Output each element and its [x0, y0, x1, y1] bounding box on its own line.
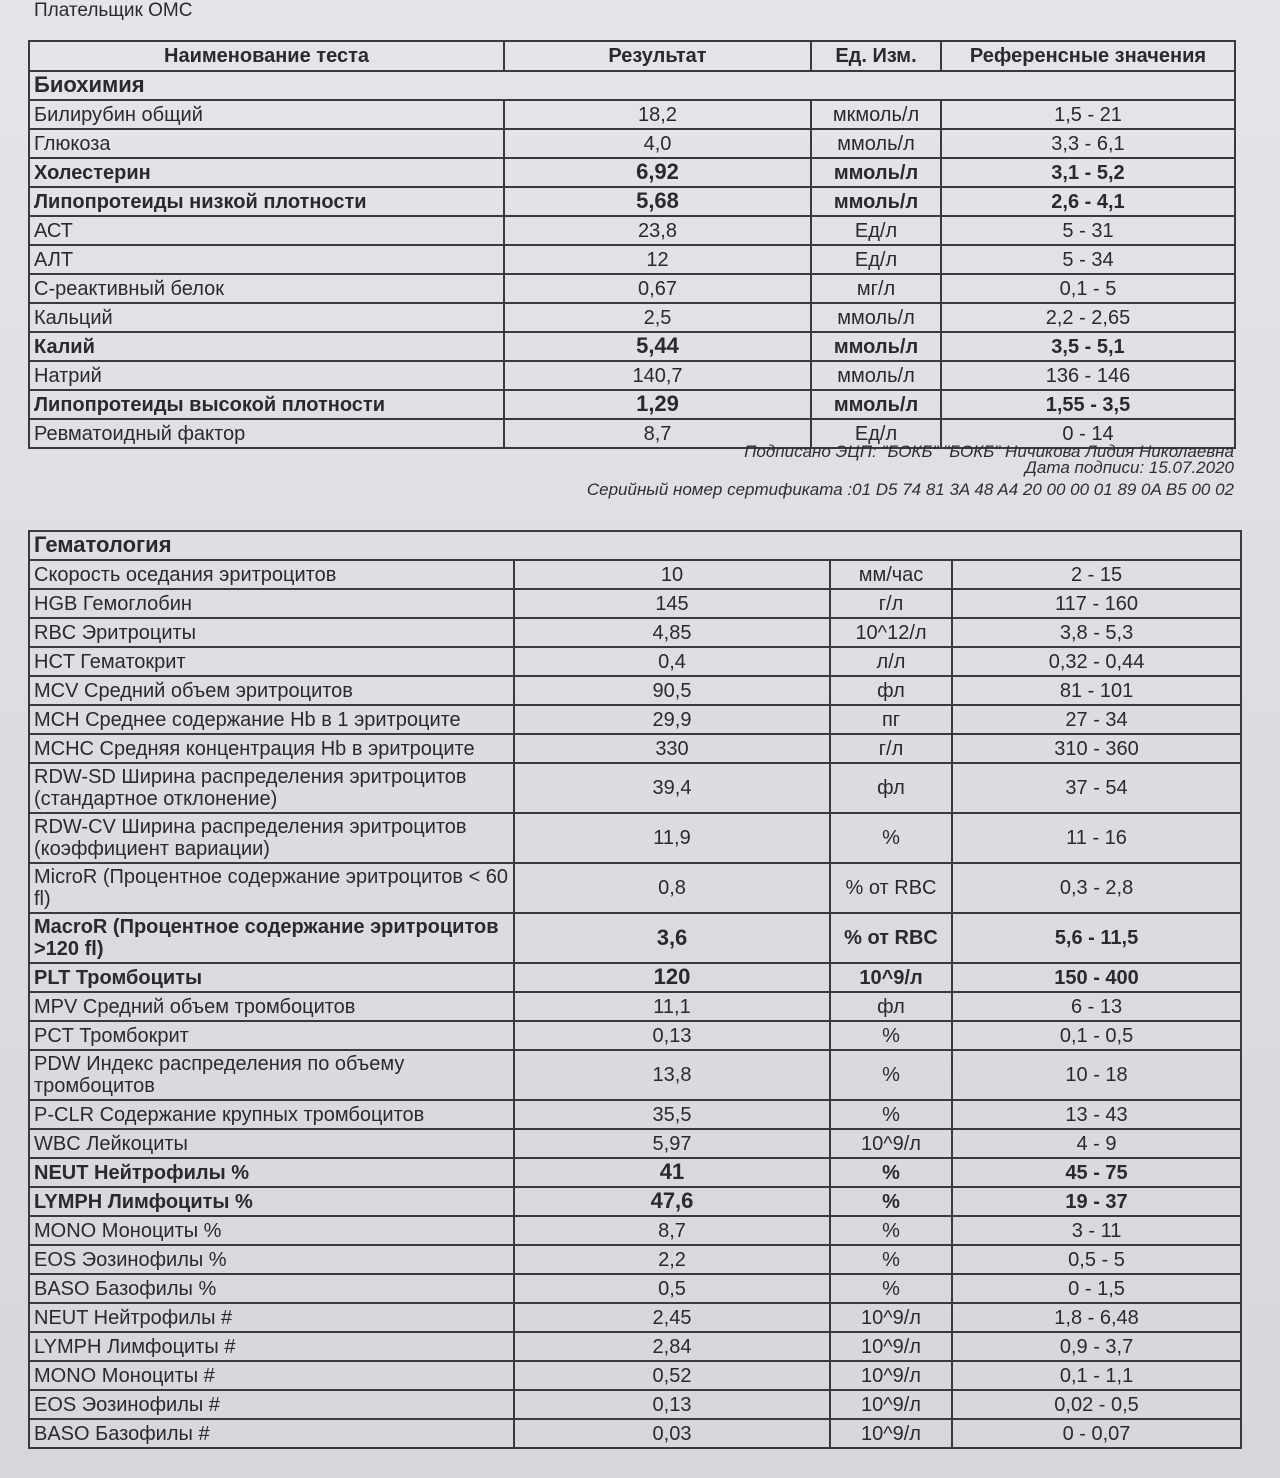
result-cell: 35,5 [514, 1100, 830, 1129]
header-result: Результат [504, 41, 811, 71]
table-row [29, 1129, 1241, 1158]
result-cell: 0,67 [504, 274, 811, 303]
reference-cell: 3,5 - 5,1 [941, 332, 1235, 361]
reference-cell: 3 - 11 [952, 1216, 1241, 1245]
table-row [29, 813, 1241, 863]
header-reference: Референсные значения [941, 41, 1235, 71]
table-row [29, 187, 1235, 216]
test-name-cell: Глюкоза [29, 129, 504, 158]
test-name-cell: MONO Моноциты # [29, 1361, 514, 1390]
table-row [29, 216, 1235, 245]
reference-cell: 0,3 - 2,8 [952, 863, 1241, 913]
table-row [29, 992, 1241, 1021]
table-row [29, 963, 1241, 992]
test-name-cell: EOS Эозинофилы % [29, 1245, 514, 1274]
test-name-cell: MCH Среднее содержание Hb в 1 эритроците [29, 705, 514, 734]
result-cell: 5,44 [504, 332, 811, 361]
test-name-cell: P-CLR Содержание крупных тромбоцитов [29, 1100, 514, 1129]
table-row [29, 129, 1235, 158]
table-row [29, 618, 1241, 647]
reference-cell: 27 - 34 [952, 705, 1241, 734]
unit-cell: % [830, 1274, 952, 1303]
result-cell: 29,9 [514, 705, 830, 734]
result-cell: 0,8 [514, 863, 830, 913]
table-row [29, 1274, 1241, 1303]
test-name-cell: MCV Средний объем эритроцитов [29, 676, 514, 705]
result-cell: 145 [514, 589, 830, 618]
table-header-row [29, 41, 1235, 71]
result-cell: 11,9 [514, 813, 830, 863]
reference-cell: 117 - 160 [952, 589, 1241, 618]
section-title-row [29, 71, 1235, 100]
unit-cell: мм/час [830, 560, 952, 589]
table-row [29, 1158, 1241, 1187]
unit-cell: ммоль/л [811, 129, 941, 158]
result-cell: 39,4 [514, 763, 830, 813]
reference-cell: 1,55 - 3,5 [941, 390, 1235, 419]
table-row [29, 361, 1235, 390]
reference-cell: 11 - 16 [952, 813, 1241, 863]
table-row [29, 158, 1235, 187]
unit-cell: фл [830, 992, 952, 1021]
result-cell: 13,8 [514, 1050, 830, 1100]
table-row [29, 1419, 1241, 1448]
signature-date: Дата подписи: 15.07.2020 [1024, 458, 1234, 477]
unit-cell: ммоль/л [811, 187, 941, 216]
test-name-cell: С-реактивный белок [29, 274, 504, 303]
unit-cell: % [830, 1245, 952, 1274]
table-row [29, 863, 1241, 913]
unit-cell: мг/л [811, 274, 941, 303]
result-cell: 18,2 [504, 100, 811, 129]
result-cell: 6,92 [504, 158, 811, 187]
test-name-cell: MacroR (Процентное содержание эритроцитов >120 fl) [29, 913, 514, 963]
reference-cell: 0,1 - 5 [941, 274, 1235, 303]
unit-cell: ммоль/л [811, 361, 941, 390]
unit-cell: 10^12/л [830, 618, 952, 647]
result-cell: 8,7 [504, 419, 811, 448]
reference-cell: 1,8 - 6,48 [952, 1303, 1241, 1332]
table-row [29, 1245, 1241, 1274]
table-row [29, 913, 1241, 963]
reference-cell: 2,6 - 4,1 [941, 187, 1235, 216]
unit-cell: % [830, 813, 952, 863]
reference-cell: 3,3 - 6,1 [941, 129, 1235, 158]
result-cell: 140,7 [504, 361, 811, 390]
table-row [29, 1187, 1241, 1216]
table-row [29, 332, 1235, 361]
table-row [29, 245, 1235, 274]
test-name-cell: Липопротеиды высокой плотности [29, 390, 504, 419]
unit-cell: фл [830, 763, 952, 813]
test-name-cell: Липопротеиды низкой плотности [29, 187, 504, 216]
test-name-cell: HCT Гематокрит [29, 647, 514, 676]
table-row [29, 734, 1241, 763]
table-row [29, 303, 1235, 332]
reference-cell: 6 - 13 [952, 992, 1241, 1021]
test-name-cell: Кальций [29, 303, 504, 332]
result-cell: 330 [514, 734, 830, 763]
result-cell: 2,45 [514, 1303, 830, 1332]
table-row [29, 1100, 1241, 1129]
table-row [29, 1361, 1241, 1390]
table-row [29, 1021, 1241, 1050]
biochemistry-table [28, 40, 1236, 449]
unit-cell: г/л [830, 589, 952, 618]
section-title-row [29, 531, 1241, 560]
result-cell: 0,52 [514, 1361, 830, 1390]
test-name-cell: Натрий [29, 361, 504, 390]
test-name-cell: Холестерин [29, 158, 504, 187]
unit-cell: мкмоль/л [811, 100, 941, 129]
test-name-cell: PCT Тромбокрит [29, 1021, 514, 1050]
reference-cell: 0,1 - 0,5 [952, 1021, 1241, 1050]
hematology-table [28, 530, 1242, 1449]
table-row [29, 647, 1241, 676]
result-cell: 4,0 [504, 129, 811, 158]
unit-cell: 10^9/л [830, 1390, 952, 1419]
reference-cell: 0 - 1,5 [952, 1274, 1241, 1303]
signature-certificate: Серийный номер сертификата :01 D5 74 81 3A 48 A4 20 00 00 01 89 0A B5 00 02 [586, 480, 1234, 499]
test-name-cell: RDW-CV Ширина распределения эритроцитов (коэффициент вариации) [29, 813, 514, 863]
unit-cell: л/л [830, 647, 952, 676]
result-cell: 4,85 [514, 618, 830, 647]
test-name-cell: Билирубин общий [29, 100, 504, 129]
result-cell: 120 [514, 963, 830, 992]
table-row [29, 1303, 1241, 1332]
test-name-cell: Калий [29, 332, 504, 361]
reference-cell: 2,2 - 2,65 [941, 303, 1235, 332]
test-name-cell: PLT Тромбоциты [29, 963, 514, 992]
result-cell: 5,68 [504, 187, 811, 216]
test-name-cell: BASO Базофилы % [29, 1274, 514, 1303]
unit-cell: Ед/л [811, 245, 941, 274]
unit-cell: % от RBC [830, 863, 952, 913]
result-cell: 11,1 [514, 992, 830, 1021]
table-row [29, 100, 1235, 129]
unit-cell: 10^9/л [830, 1332, 952, 1361]
reference-cell: 3,8 - 5,3 [952, 618, 1241, 647]
table-row [29, 676, 1241, 705]
test-name-cell: NEUT Нейтрофилы % [29, 1158, 514, 1187]
unit-cell: % [830, 1100, 952, 1129]
unit-cell: % от RBC [830, 913, 952, 963]
result-cell: 12 [504, 245, 811, 274]
table-row [29, 1390, 1241, 1419]
test-name-cell: MCHC Средняя концентрация Hb в эритроците [29, 734, 514, 763]
test-name-cell: MPV Средний объем тромбоцитов [29, 992, 514, 1021]
test-name-cell: WBC Лейкоциты [29, 1129, 514, 1158]
unit-cell: пг [830, 705, 952, 734]
signature-signed-by: Подписано ЭЦП: "БОКБ" "БОКБ" Ничикова Лидия Николаевна [744, 442, 1234, 461]
test-name-cell: NEUT Нейтрофилы # [29, 1303, 514, 1332]
table-row [29, 560, 1241, 589]
reference-cell: 13 - 43 [952, 1100, 1241, 1129]
test-name-cell: RDW-SD Ширина распределения эритроцитов (стандартное отклонение) [29, 763, 514, 813]
test-name-cell: Ревматоидный фактор [29, 419, 504, 448]
test-name-cell: MicroR (Процентное содержание эритроцитов < 60 fl) [29, 863, 514, 913]
test-name-cell: PDW Индекс распределения по объему тромбоцитов [29, 1050, 514, 1100]
result-cell: 47,6 [514, 1187, 830, 1216]
section-title-biochemistry: Биохимия [29, 71, 1235, 100]
table-row [29, 1216, 1241, 1245]
reference-cell: 5 - 34 [941, 245, 1235, 274]
result-cell: 1,29 [504, 390, 811, 419]
unit-cell: Ед/л [811, 216, 941, 245]
result-cell: 3,6 [514, 913, 830, 963]
test-name-cell: LYMPH Лимфоциты # [29, 1332, 514, 1361]
result-cell: 8,7 [514, 1216, 830, 1245]
unit-cell: ммоль/л [811, 158, 941, 187]
unit-cell: 10^9/л [830, 1419, 952, 1448]
reference-cell: 310 - 360 [952, 734, 1241, 763]
unit-cell: ммоль/л [811, 303, 941, 332]
result-cell: 23,8 [504, 216, 811, 245]
reference-cell: 2 - 15 [952, 560, 1241, 589]
result-cell: 90,5 [514, 676, 830, 705]
reference-cell: 0,9 - 3,7 [952, 1332, 1241, 1361]
unit-cell: 10^9/л [830, 1361, 952, 1390]
reference-cell: 10 - 18 [952, 1050, 1241, 1100]
reference-cell: 136 - 146 [941, 361, 1235, 390]
test-name-cell: EOS Эозинофилы # [29, 1390, 514, 1419]
test-name-cell: LYMPH Лимфоциты % [29, 1187, 514, 1216]
table-row [29, 705, 1241, 734]
test-name-cell: АЛТ [29, 245, 504, 274]
reference-cell: 0 - 14 [941, 419, 1235, 448]
test-name-cell: BASO Базофилы # [29, 1419, 514, 1448]
reference-cell: 5,6 - 11,5 [952, 913, 1241, 963]
unit-cell: % [830, 1050, 952, 1100]
unit-cell: ммоль/л [811, 390, 941, 419]
unit-cell: % [830, 1187, 952, 1216]
reference-cell: 0,32 - 0,44 [952, 647, 1241, 676]
unit-cell: 10^9/л [830, 963, 952, 992]
reference-cell: 1,5 - 21 [941, 100, 1235, 129]
test-name-cell: Скорость оседания эритроцитов [29, 560, 514, 589]
table-row [29, 390, 1235, 419]
reference-cell: 5 - 31 [941, 216, 1235, 245]
result-cell: 2,2 [514, 1245, 830, 1274]
unit-cell: % [830, 1216, 952, 1245]
result-cell: 2,5 [504, 303, 811, 332]
reference-cell: 45 - 75 [952, 1158, 1241, 1187]
test-name-cell: АСТ [29, 216, 504, 245]
test-name-cell: HGB Гемоглобин [29, 589, 514, 618]
biochemistry-rows [29, 100, 1235, 448]
result-cell: 0,4 [514, 647, 830, 676]
header-test-name: Наименование теста [29, 41, 504, 71]
result-cell: 41 [514, 1158, 830, 1187]
reference-cell: 3,1 - 5,2 [941, 158, 1235, 187]
result-cell: 0,03 [514, 1419, 830, 1448]
unit-cell: ммоль/л [811, 332, 941, 361]
payer-label: Плательщик ОМС [34, 0, 193, 21]
result-cell: 2,84 [514, 1332, 830, 1361]
reference-cell: 0,02 - 0,5 [952, 1390, 1241, 1419]
unit-cell: 10^9/л [830, 1129, 952, 1158]
unit-cell: % [830, 1158, 952, 1187]
unit-cell: фл [830, 676, 952, 705]
table-row [29, 763, 1241, 813]
reference-cell: 37 - 54 [952, 763, 1241, 813]
result-cell: 5,97 [514, 1129, 830, 1158]
result-cell: 10 [514, 560, 830, 589]
reference-cell: 19 - 37 [952, 1187, 1241, 1216]
result-cell: 0,5 [514, 1274, 830, 1303]
reference-cell: 0,1 - 1,1 [952, 1361, 1241, 1390]
table-row [29, 589, 1241, 618]
test-name-cell: MONO Моноциты % [29, 1216, 514, 1245]
hematology-rows [29, 560, 1241, 1448]
unit-cell: Ед/л [811, 419, 941, 448]
unit-cell: г/л [830, 734, 952, 763]
reference-cell: 150 - 400 [952, 963, 1241, 992]
unit-cell: 10^9/л [830, 1303, 952, 1332]
result-cell: 0,13 [514, 1021, 830, 1050]
table-row [29, 1332, 1241, 1361]
unit-cell: % [830, 1021, 952, 1050]
test-name-cell: RBC Эритроциты [29, 618, 514, 647]
reference-cell: 4 - 9 [952, 1129, 1241, 1158]
table-row [29, 1050, 1241, 1100]
table-row [29, 274, 1235, 303]
reference-cell: 0,5 - 5 [952, 1245, 1241, 1274]
section-title-hematology: Гематология [29, 531, 1241, 560]
reference-cell: 0 - 0,07 [952, 1419, 1241, 1448]
header-unit: Ед. Изм. [811, 41, 941, 71]
reference-cell: 81 - 101 [952, 676, 1241, 705]
result-cell: 0,13 [514, 1390, 830, 1419]
